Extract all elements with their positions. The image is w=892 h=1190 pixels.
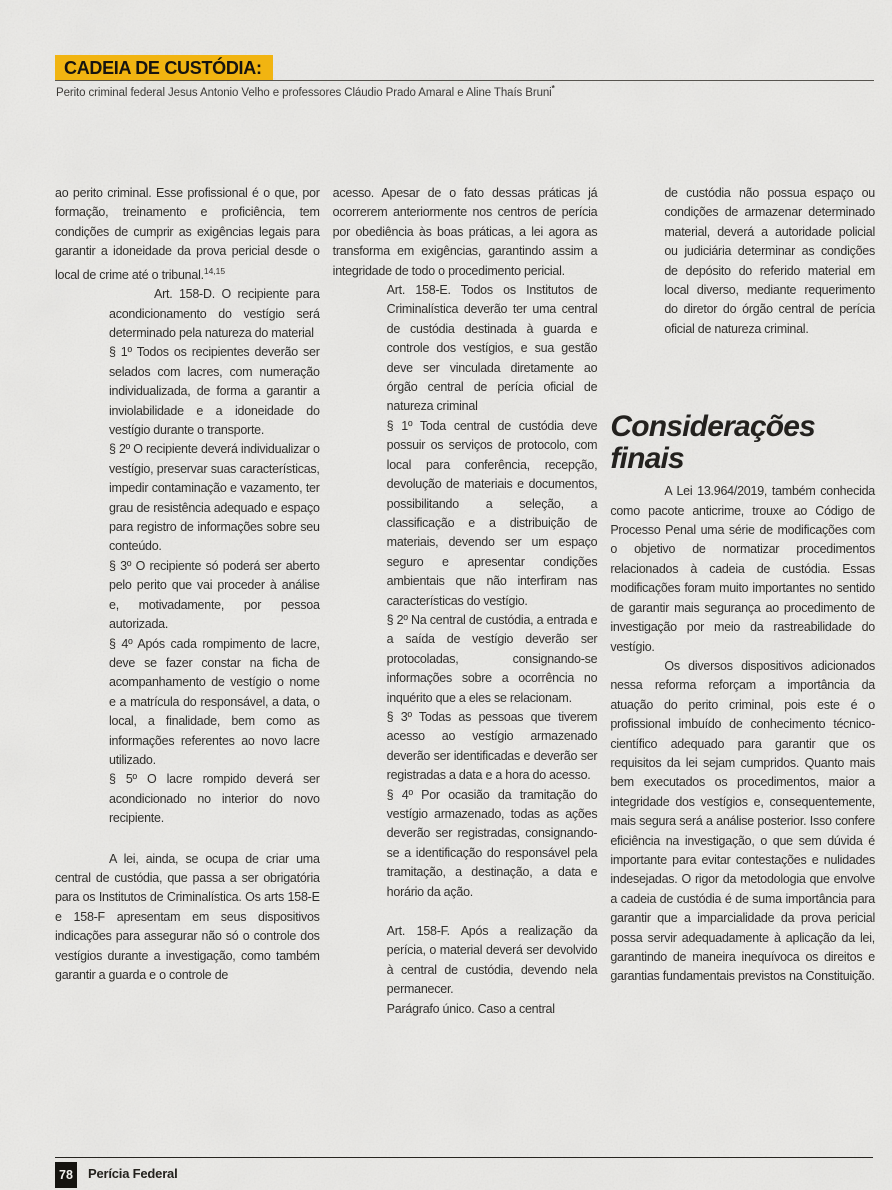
quote-paragraph: Art. 158-E. Todos os Institutos de Criminalística deverão ter uma central de custódia destinada à guarda e controle dos vestígios, e sua gestão deve ser vinculada diretamente ao órgão central de perícia oficial de natureza criminal — [386, 283, 598, 414]
page-number: 78 — [55, 1162, 77, 1188]
quote-paragraph: § 1º Todos os recipientes deverão ser selados com lacres, com numeração individualizada, de forma a garantir a inviolabilidade e a idoneidade do vestígio durante o transporte. — [109, 345, 320, 438]
quote-paragraph: § 2º Na central de custódia, a entrada e a saída de vestígio deverão ser protocoladas, consignando-se informações sobre a ocorrência no inquérito que a eles se relacionam. — [386, 612, 598, 705]
law-quote-block-158e — [387, 281, 598, 1019]
paragraph-final-2: Os diversos dispositivos adicionados nessa reforma reforçam a importância da atuação do perito criminal, pois este é o profissional imbuído de conhecimento técnico-científico adequado para garantir que os requisitos da lei sejam cumpridos. Quanto mais bem executados os procedimentos, maior a integridade dos vestígios e, consequentemente, mais segura será a análise posterior. Isso confere eficiência na investigação, o que sem dúvida é importante para evitar contestações e nulidades indesejadas. O rigor da metodologia que envolve a cadeia de custódia é de suma importância para garantir que a imparcialidade da prova pericial possa servir adequadamente à aplicação da lei, garantindo de maneira inequívoca os direitos e garantias fundamentais previstos na Constituição. — [610, 658, 876, 984]
quote-paragraph: de custódia não possua espaço ou condições de armazenar determinado material, deverá a autoridade policial ou judiciária determinar as condições de depósito do referido material em local diverso, mediante requerimento do diretor do órgão central de perícia oficial de natureza criminal. — [664, 186, 876, 336]
paragraph-outro-col1: A lei, ainda, se ocupa de criar uma central de custódia, que passa a ser obrigatória para os Institutos de Criminalística. Os arts 158-E e 158-F apresentam em seus dispositivos indicações para assegurar não só o controle dos vestígios durante a investigação, como também garantir a guarda e o controle de — [55, 851, 320, 982]
byline — [56, 84, 874, 99]
byline-footnote-marker: * — [551, 84, 555, 93]
quote-paragraph: Art. 158-D. O recipiente para acondicionamento do vestígio será determinado pela natureza do material — [109, 287, 320, 340]
quote-paragraph: § 3º O recipiente só poderá ser aberto pelo perito que vai proceder à análise e, motivadamente, por pessoa autorizada. — [109, 558, 320, 632]
header-rule — [55, 80, 874, 81]
law-quote-block-158d — [109, 285, 320, 828]
magazine-name: Perícia Federal — [88, 1166, 178, 1181]
law-quote-block-continuation — [664, 184, 875, 339]
footer-rule — [55, 1157, 873, 1158]
paragraph-intro-col1 — [55, 184, 320, 285]
quote-paragraph: § 2º O recipiente deverá individualizar o vestígio, preservar suas características, impedir contaminação e vazamento, ter grau de resistência adequado e espaço para registro de informações sobre seu conteúdo. — [109, 442, 320, 554]
section-kicker — [55, 55, 273, 81]
column-3 — [610, 184, 875, 1140]
reference-superscript: 14,15 — [203, 265, 226, 276]
paragraph-intro-col2: acesso. Apesar de o fato dessas práticas já ocorrerem anteriormente nos centros de perícia por obediência às boas práticas, a lei agora as transforma em exigências, garantindo assim a integridade de todo o procedimento pericial. — [332, 186, 598, 278]
quote-paragraph: § 1º Toda central de custódia deve possuir os serviços de protocolo, com local para conferência, recepção, devolução de materiais e documentos, possibilitando a seleção, a classificação e a distribuição de materiais, devendo ser um espaço seguro e apresentar condições ambientais que não interfiram nas características do vestígio. — [386, 418, 598, 608]
quote-paragraph: § 4º Após cada rompimento de lacre, deve se fazer constar na ficha de acompanhamento de vestígio o nome e a matrícula do responsável, a data, o local, a finalidade, bem como as informações referentes ao novo lacre utilizado. — [109, 636, 320, 767]
quote-paragraph: § 4º Por ocasião da tramitação do vestígio armazenado, todas as ações deverão ser registradas, consignando-se a identificação do responsável pela tramitação, a destinação, a data e horário da ação. — [386, 787, 598, 899]
section-heading-consideracoes-finais: Considerações finais — [610, 410, 816, 476]
quote-paragraph: Parágrafo único. Caso a central — [386, 1001, 555, 1016]
paragraph-final-1: A Lei 13.964/2019, também conhecida como pacote anticrime, trouxe ao Código de Processo Penal uma série de modificações com o objetivo de normatizar procedimentos relacionados à cadeia de custódia. Essas modificações foram muito importantes no sentido de garantir mais segurança ao procedimento de investigação por meio da rastreabilidade do vestígio. — [610, 484, 876, 654]
column-2 — [333, 184, 598, 1140]
byline-text: Perito criminal federal Jesus Antonio Velho e professores Cláudio Prado Amaral e Aline Thaís Bruni — [56, 86, 552, 99]
quote-paragraph: Art. 158-F. Após a realização da perícia, o material deverá ser devolvido à central de custódia, devendo nela permanecer. — [386, 924, 598, 997]
quote-paragraph: § 3º Todas as pessoas que tiverem acesso ao vestígio armazenado deverão ser identificadas e deverão ser registradas a data e a hora do acesso. — [386, 709, 598, 783]
column-1 — [55, 184, 320, 1140]
article-body — [55, 184, 875, 1140]
quote-paragraph: § 5º O lacre rompido deverá ser acondicionado no interior do novo recipiente. — [109, 772, 320, 826]
paragraph-text: ao perito criminal. Esse profissional é o que, por formação, treinamento e proficiência, tem condições de cumprir as exigências legais para garantir a idoneidade da prova pericial desde o local de crime até o tribunal. — [55, 186, 320, 282]
section-kicker-label: CADEIA DE CUSTÓDIA: — [64, 58, 262, 78]
